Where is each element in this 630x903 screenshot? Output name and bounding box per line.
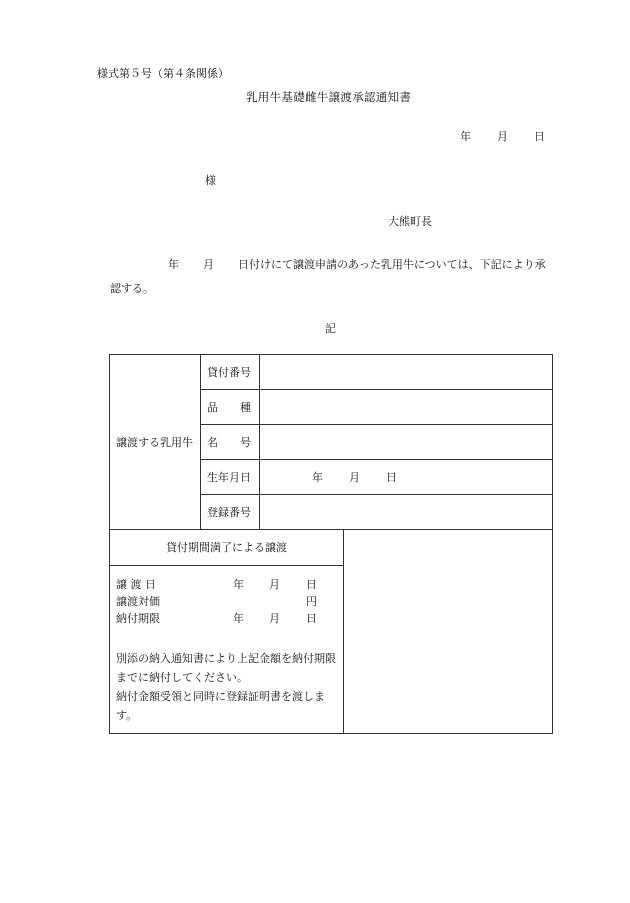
body-month: 月 <box>203 258 214 271</box>
breed-value <box>260 390 553 425</box>
transfer-date-month: 月 <box>269 578 280 591</box>
transfer-notes <box>116 649 342 725</box>
note-certificate: 納付金額受領と同時に登録証明書を渡します。 <box>116 690 325 722</box>
deadline-day: 日 <box>306 612 317 625</box>
breed-label-char-1: 品 <box>207 401 218 414</box>
issue-date <box>460 131 545 142</box>
price-label: 譲渡対価 <box>116 595 160 608</box>
ki-heading: 記 <box>325 322 336 335</box>
issue-date-month: 月 <box>497 130 508 143</box>
deadline-row <box>116 610 338 627</box>
issuer: 大熊町長 <box>388 215 432 228</box>
birth-date-value <box>260 460 553 495</box>
body-text-line-2: 認する。 <box>110 282 154 295</box>
name-label-char-2: 号 <box>240 436 251 449</box>
deadline-year: 年 <box>233 612 244 625</box>
birth-day: 日 <box>386 471 397 484</box>
transfer-date-year: 年 <box>233 578 244 591</box>
transfer-date-day: 日 <box>306 578 317 591</box>
transfer-heading: 貸付期間満了による譲渡 <box>110 529 343 566</box>
loan-number-value <box>260 355 553 390</box>
body-text-1: 日付けにて譲渡申請のあった乳用牛については、下記により承 <box>238 258 546 271</box>
price-row <box>116 593 338 610</box>
registration-number-value <box>260 495 553 530</box>
deadline-month: 月 <box>269 612 280 625</box>
birth-year: 年 <box>312 471 323 484</box>
transfer-date-label: 譲 渡 日 <box>116 578 156 591</box>
price-unit: 円 <box>306 595 317 608</box>
loan-number-label: 貸付番号 <box>201 355 260 390</box>
name-label-char-1: 名 <box>207 436 218 449</box>
registration-number-label: 登録番号 <box>201 495 260 530</box>
table-row <box>110 355 553 390</box>
name-label <box>201 425 260 460</box>
transfer-details <box>116 576 338 627</box>
form-number: 様式第５号（第４条関係） <box>97 67 229 80</box>
breed-label-char-2: 種 <box>240 401 251 414</box>
body-text-line-1 <box>168 259 546 270</box>
issue-date-year: 年 <box>460 130 471 143</box>
birth-date-label: 生年月日 <box>201 460 260 495</box>
breed-label <box>201 390 260 425</box>
document-title: 乳用牛基礎雌牛譲渡承認通知書 <box>246 90 412 104</box>
transfer-section <box>109 529 553 734</box>
group-label: 譲渡する乳用牛 <box>110 355 201 530</box>
section-divider <box>343 529 344 733</box>
cow-info-table <box>109 354 553 530</box>
addressee-suffix: 様 <box>205 174 216 187</box>
name-value <box>260 425 553 460</box>
note-payment: 別添の納入通知書により上記金額を納付期限までに納付してください。 <box>116 652 336 684</box>
body-year: 年 <box>168 258 179 271</box>
transfer-date-row <box>116 576 338 593</box>
birth-month: 月 <box>349 471 360 484</box>
issue-date-day: 日 <box>534 130 545 143</box>
deadline-label: 納付期限 <box>116 612 160 625</box>
